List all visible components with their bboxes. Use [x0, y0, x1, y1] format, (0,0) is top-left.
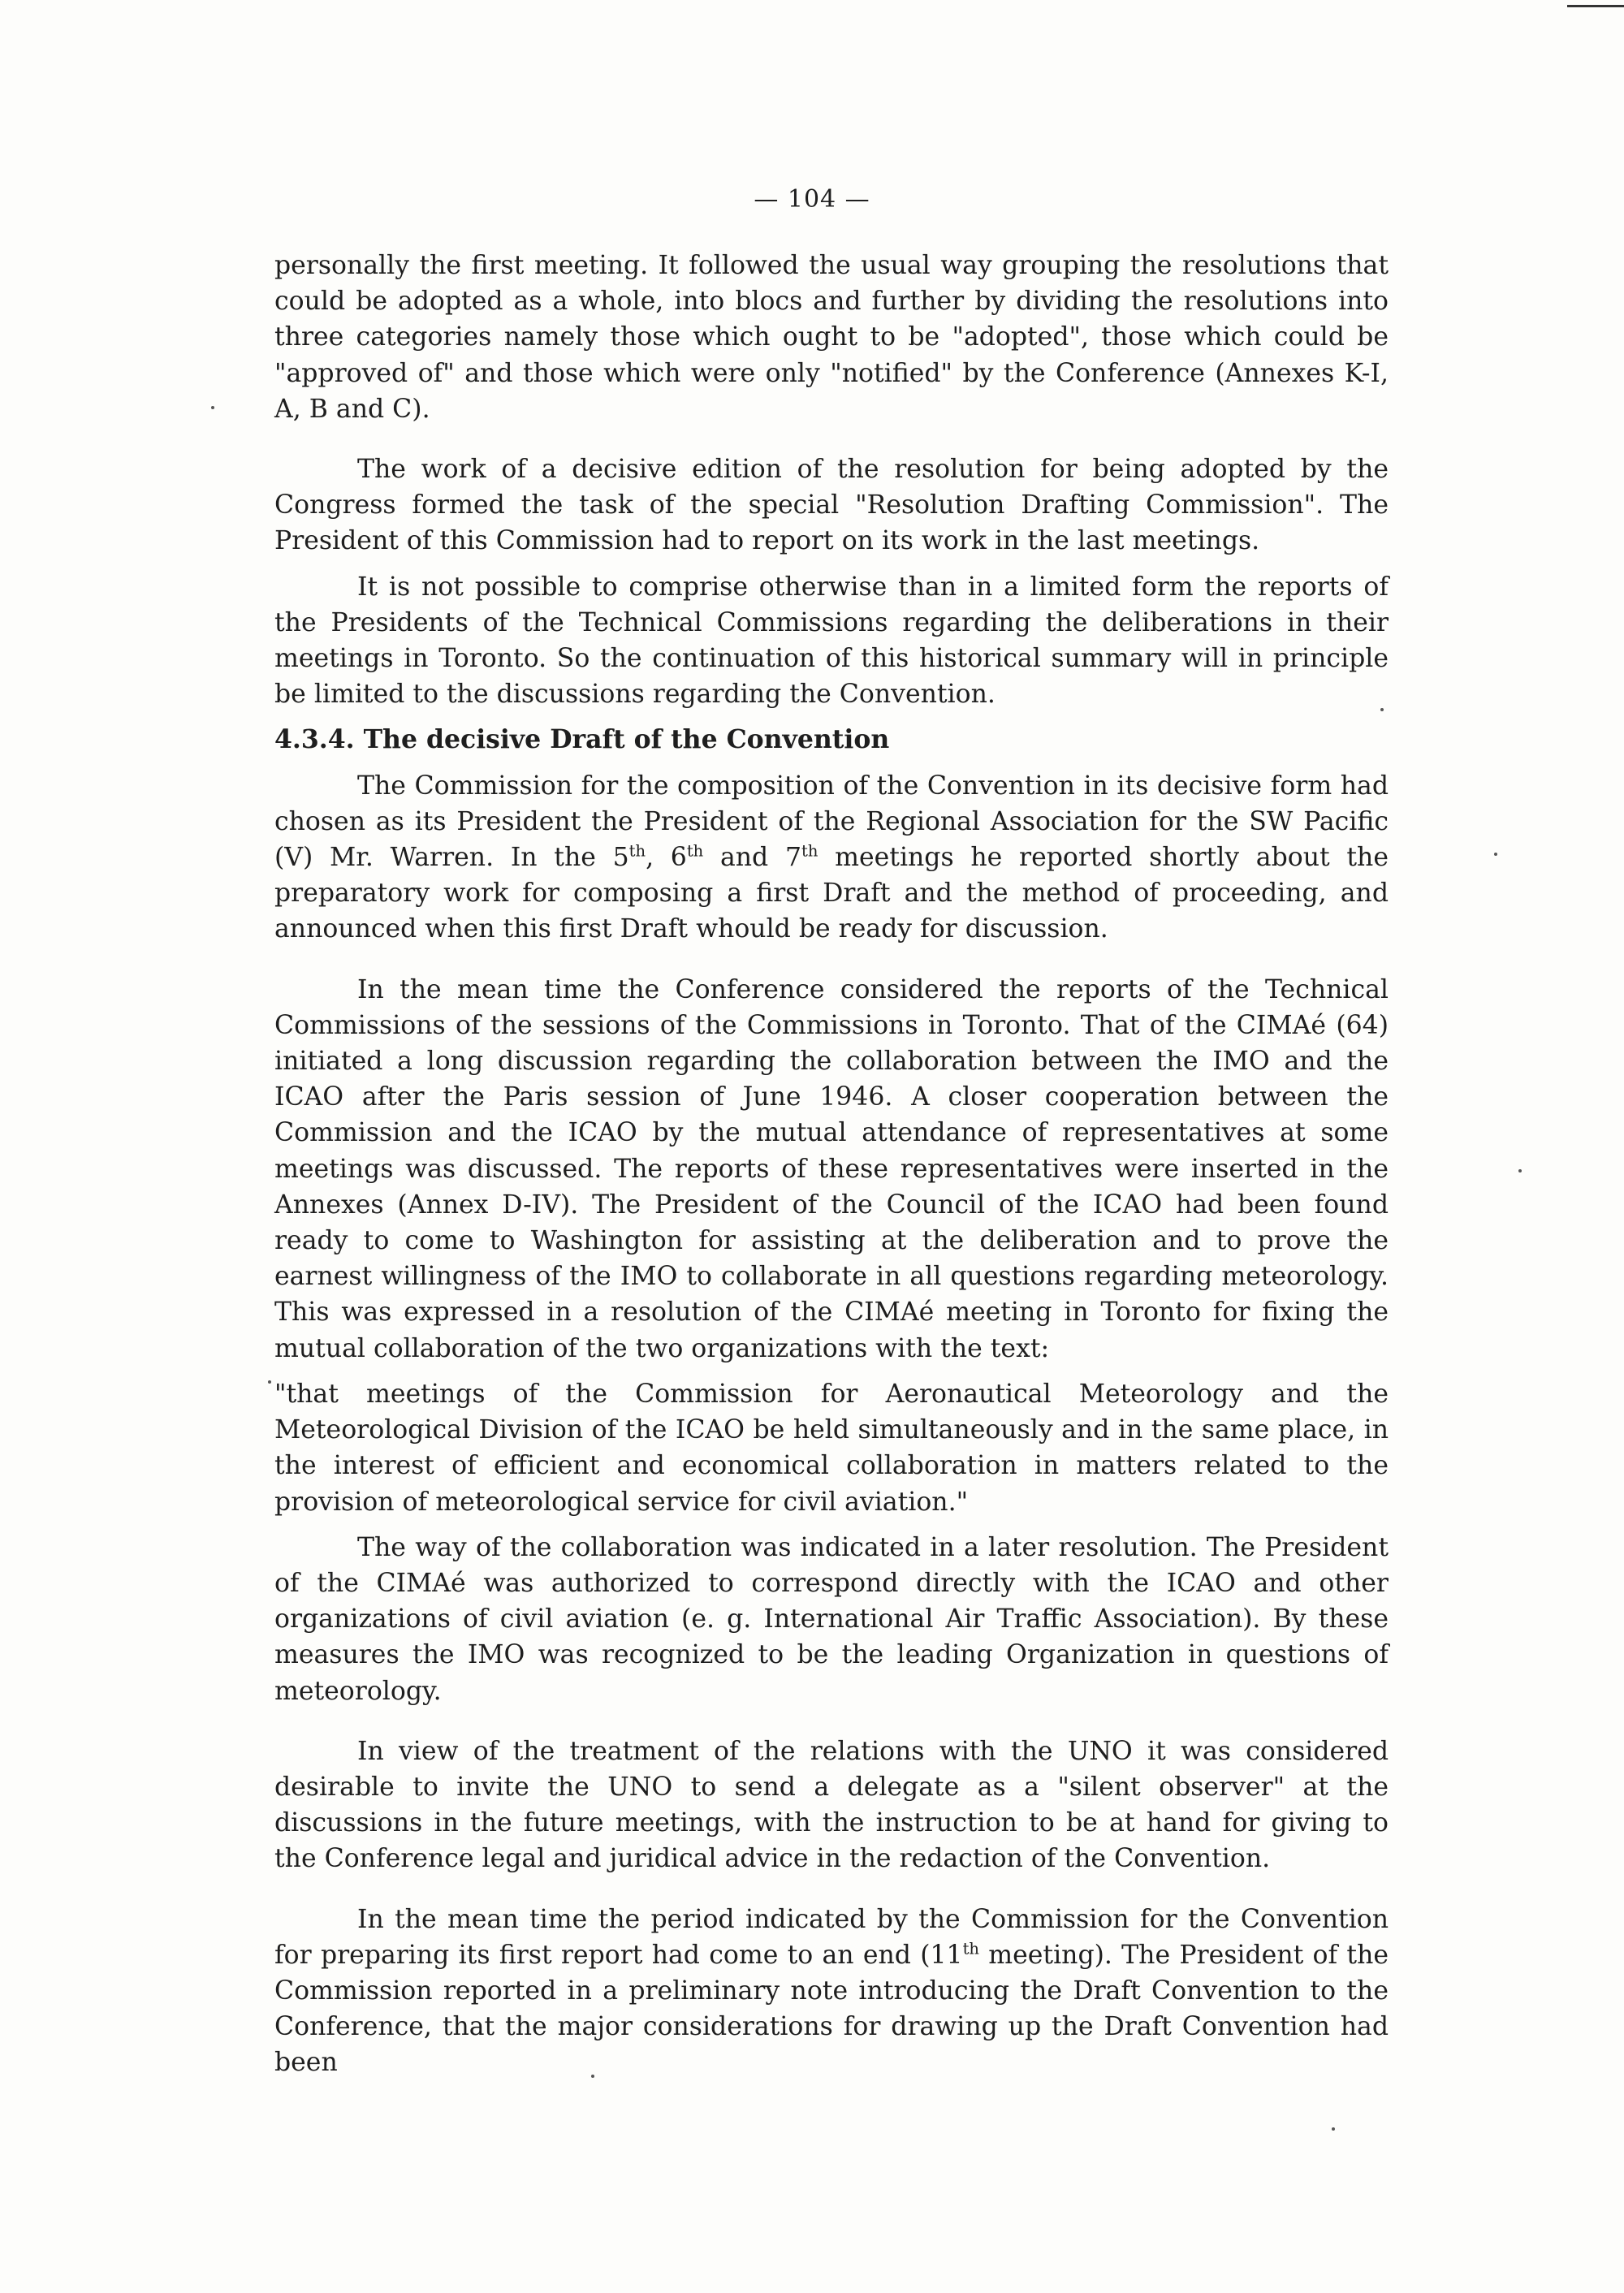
body-text	[274, 248, 1389, 2081]
superscript: th	[628, 841, 646, 861]
scan-speck	[591, 2075, 594, 2078]
scan-edge-rule	[1567, 5, 1624, 7]
scan-speck	[211, 406, 214, 409]
paragraph: personally the first meeting. It followed the usual way grouping the resolutions that could be adopted as a whole, into blocs and further by dividing the resolutions into three categories namely those which ought to be "adopted", those which could be "approved of" and those which were only "notified" by the Conference (Annexes K-I, A, B and C).	[274, 251, 1389, 424]
paragraph: The way of the collaboration was indicated in a later resolution. The President of the CIMAé was authorized to correspond directly with the ICAO and other organizations of civil aviation (e. g. International Air Traffic Association). By these measures the IMO was recognized to be the leading Organization in questions of meteorology.	[274, 1532, 1389, 1706]
paragraph	[274, 768, 1389, 948]
text-run: In the mean time the period indicated by the Commission for the Convention for preparing its first report had come to an end (11	[274, 1904, 1389, 1970]
superscript: th	[962, 1939, 979, 1958]
text-run: meeting). The President of the Commission reported in a preliminary note introducing the Draft Convention to the Conference, that the major considerations for drawing up the Draft Convention had been	[274, 1940, 1389, 2078]
text-run: and 7	[703, 843, 801, 873]
scan-speck	[268, 1380, 271, 1384]
scan-speck	[1518, 1169, 1522, 1172]
text-run: meetings he reported shortly about the preparatory work for composing a first Draft and the method of proceeding, and announced when this first Draft whould be ready for discussion.	[274, 843, 1389, 944]
paragraph: The work of a decisive edition of the resolution for being adopted by the Congress formed the task of the special "Resolution Drafting Commission". The President of this Commission had to report on its work in the last meetings.	[274, 455, 1389, 556]
block-quote: "that meetings of the Commission for Aeronautical Meteorology and the Meteorological Division of the ICAO be held simultaneously and in the same place, in the interest of efficient and economical collaboration in matters related to the provision of meteorological service for civil aviation."	[274, 1379, 1389, 1517]
scan-speck	[1332, 2127, 1335, 2131]
paragraph	[274, 1902, 1389, 2081]
text-run: , 6	[646, 843, 687, 873]
text-run: The Commission for the composition of the Convention in its decisive form had chosen as its President the President of the Regional Association for the SW Pacific (V) Mr. Warren. In the 5	[274, 771, 1389, 873]
paragraph: It is not possible to comprise otherwise than in a limited form the reports of the Presidents of the Technical Commissions regarding the deliberations in their meetings in Toronto. So the continuation of this historical summary will in principle be limited to the discussions regarding the Convention.	[274, 572, 1389, 710]
superscript: th	[686, 841, 704, 861]
paragraph: In view of the treatment of the relations with the UNO it was considered desirable to invite the UNO to send a delegate as a "silent observer" at the discussions in the future meetings, with the instruction to be at hand for giving to the Conference legal and juridical advice in the redaction of the Convention.	[274, 1736, 1389, 1874]
paragraph: In the mean time the Conference considered the reports of the Technical Commissions of the sessions of the Commissions in Toronto. That of the CIMAé (64) initiated a long discussion regarding the collaboration between the IMO and the ICAO after the Paris session of June 1946. A closer cooperation between the Commission and the ICAO by the mutual attendance of representatives at some meetings was discussed. The reports of these representatives were inserted in the Annexes (Annex D-IV). The President of the Council of the ICAO had been found ready to come to Washington for assisting at the deliberation and to prove the earnest willingness of the IMO to collaborate in all questions regarding meteorology. This was expressed in a resolution of the CIMAé meeting in Toronto for fixing the mutual collaboration of the two organizations with the text:	[274, 974, 1389, 1363]
scan-speck	[1380, 708, 1384, 711]
scan-speck	[1494, 853, 1497, 856]
page-number: — 104 —	[754, 185, 870, 214]
section-heading: 4.3.4. The decisive Draft of the Convention	[274, 724, 890, 755]
superscript: th	[801, 841, 818, 861]
